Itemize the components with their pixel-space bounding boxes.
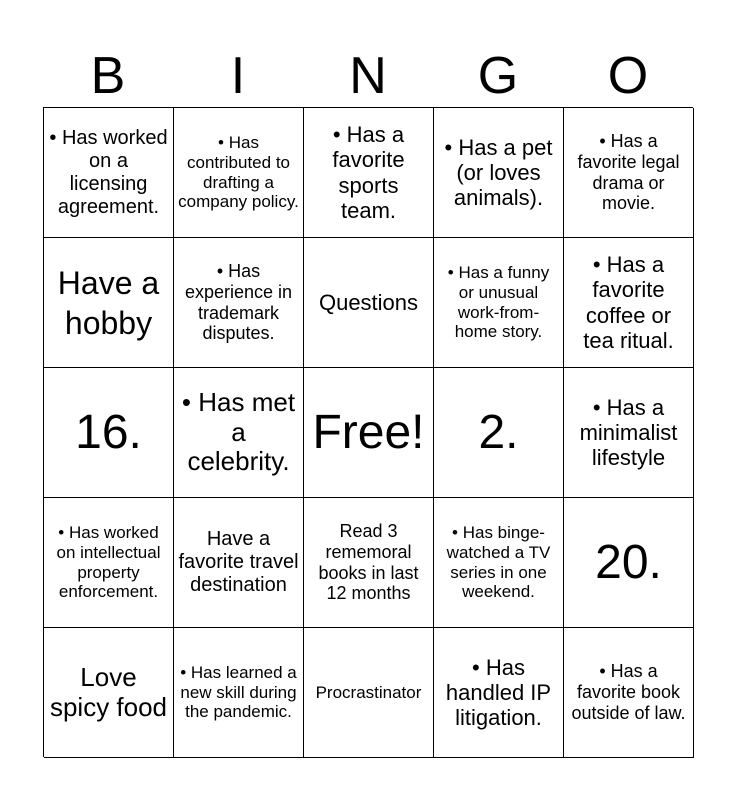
bingo-cell[interactable]: • Has a favorite coffee or tea ritual.: [564, 238, 694, 368]
bingo-cell[interactable]: 16.: [44, 368, 174, 498]
bingo-cell[interactable]: Have a hobby: [44, 238, 174, 368]
bingo-cell[interactable]: • Has a minimalist lifestyle: [564, 368, 694, 498]
bingo-cell[interactable]: • Has worked on intellectual property enforcement.: [44, 498, 174, 628]
header-letter-o: O: [607, 47, 649, 105]
bingo-grid: [43, 107, 693, 757]
header-letter-n: N: [349, 47, 387, 105]
bingo-cell[interactable]: Procrastinator: [304, 628, 434, 758]
bingo-cell[interactable]: • Has contributed to drafting a company policy.: [174, 108, 304, 238]
header-letter-i: I: [230, 47, 246, 105]
bingo-cell[interactable]: • Has a favorite book outside of law.: [564, 628, 694, 758]
bingo-header: [43, 48, 693, 104]
bingo-cell[interactable]: Love spicy food: [44, 628, 174, 758]
bingo-cell[interactable]: • Has a pet (or loves animals).: [434, 108, 564, 238]
bingo-cell[interactable]: • Has handled IP litigation.: [434, 628, 564, 758]
bingo-cell[interactable]: • Has met a celebrity.: [174, 368, 304, 498]
bingo-cell[interactable]: Questions: [304, 238, 434, 368]
bingo-cell[interactable]: Read 3 rememoral books in last 12 months: [304, 498, 434, 628]
bingo-cell[interactable]: • Has a favorite legal drama or movie.: [564, 108, 694, 238]
bingo-cell[interactable]: • Has a favorite sports team.: [304, 108, 434, 238]
bingo-cell[interactable]: 20.: [564, 498, 694, 628]
bingo-cell[interactable]: Have a favorite travel destination: [174, 498, 304, 628]
bingo-cell[interactable]: • Has experience in trademark disputes.: [174, 238, 304, 368]
bingo-cell[interactable]: 2.: [434, 368, 564, 498]
bingo-cell[interactable]: • Has a funny or unusual work-from-home story.: [434, 238, 564, 368]
bingo-cell[interactable]: • Has worked on a licensing agreement.: [44, 108, 174, 238]
free-space-cell[interactable]: Free!: [304, 368, 434, 498]
bingo-cell[interactable]: • Has learned a new skill during the pandemic.: [174, 628, 304, 758]
header-letter-b: B: [90, 47, 126, 105]
bingo-cell[interactable]: • Has binge-watched a TV series in one weekend.: [434, 498, 564, 628]
header-letter-g: G: [477, 47, 519, 105]
